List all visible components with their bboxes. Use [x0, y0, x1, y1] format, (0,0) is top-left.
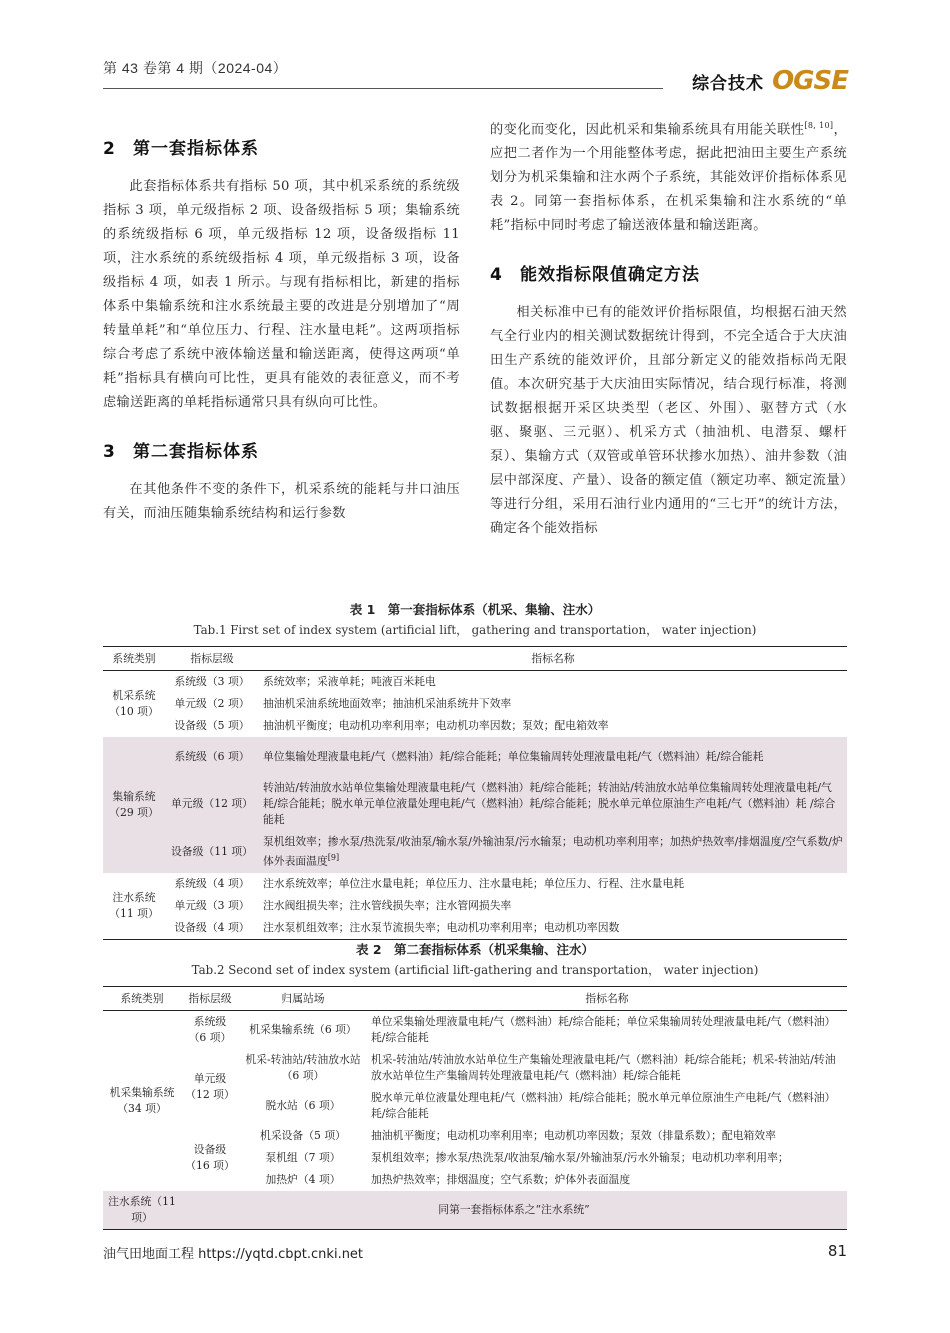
table-1-caption	[103, 600, 847, 638]
indicator-cell: 机采-转油站/转油放水站单位生产集输处理液量电耗/气（燃料油）耗/综合能耗；机采-转油站/转油放水站单位生产集输周转处理液量电耗/气（燃料油）耗/综合能耗	[371, 1053, 836, 1082]
table-row	[103, 831, 847, 873]
indicator-cell	[259, 831, 847, 873]
table-row	[103, 895, 847, 917]
indicator-cell: 注水系统效率；单位注水量电耗；单位压力、注水量电耗；单位压力、行程、注水量电耗	[263, 876, 685, 890]
level-cell: 单元级（12 项）	[165, 777, 259, 831]
section-2-number: 2	[103, 139, 116, 159]
level-cell: 系统级（3 项）	[174, 675, 250, 688]
table-row	[103, 1011, 847, 1050]
section-2-heading	[103, 134, 460, 159]
station-cell: 机采设备（5 项）	[260, 1129, 346, 1142]
table-2-caption-en: Tab.2 Second set of index system (artificial lift-gathering and transportation， water injection)	[191, 963, 759, 977]
station-cell: 脱水站（6 项）	[265, 1099, 341, 1112]
table-2-header-station: 归属站场	[239, 987, 367, 1011]
table-1-header-level: 指标层级	[165, 647, 259, 671]
indicator-cell: 系统效率；采液单耗；吨液百米耗电	[263, 675, 436, 688]
table-row	[103, 917, 847, 940]
level-cell: 单元级（2 项）	[174, 697, 250, 710]
table-row	[103, 1125, 847, 1147]
level-cell: 系统级（6 项）	[188, 1015, 232, 1044]
level-cell: 系统级（4 项）	[174, 876, 250, 890]
level-cell: 设备级（4 项）	[165, 917, 259, 940]
section-label: 综合技术	[692, 73, 765, 94]
table-1	[103, 646, 847, 940]
table-1-header-row	[103, 647, 847, 671]
system-category-cell: 机采集输系统（34 项）	[109, 1086, 175, 1115]
indicator-cell: 抽油机采油系统地面效率；抽油机采油系统井下效率	[263, 697, 512, 710]
citation-9: [9]	[327, 853, 340, 862]
level-cell: 单元级（12 项）	[185, 1072, 235, 1101]
table-2-header-indicator: 指标名称	[367, 987, 847, 1011]
table-row	[103, 1191, 847, 1230]
footer-journal: 油气田地面工程 https://yqtd.cbpt.cnki.net	[103, 1247, 364, 1262]
level-cell: 系统级（6 项）	[165, 737, 259, 777]
section-3-paragraph: 在其他条件不变的条件下，机采系统的能耗与井口油压有关，而油压随集输系统结构和运行参数	[103, 482, 460, 521]
system-category-cell: 注水系统（11 项）	[103, 873, 165, 940]
table-1-caption-en: Tab.1 First set of index system (artificial lift， gathering and transportation， water injection)	[193, 623, 757, 637]
table-row	[103, 777, 847, 831]
indicator-cell: 单位集输处理液量电耗/气（燃料油）耗/综合能耗；单位集输周转处理液量电耗/气（燃料油）耗/综合能耗	[259, 737, 847, 777]
indicator-text: 泵机组效率；掺水泵/热洗泵/收油泵/输水泵/外输油泵/污水输泵；电动机功率利用率；加热炉热效率/排烟温度/空气系数/炉体外表面温度	[263, 835, 843, 868]
table-row	[103, 715, 847, 737]
indicator-cell: 泵机组效率；掺水泵/热洗泵/收油泵/输水泵/外输油泵/污水外输泵；电动机功率利用率；	[371, 1151, 789, 1164]
table-row	[103, 737, 847, 777]
station-cell: 机采集输系统（6 项）	[249, 1023, 357, 1036]
water-injection-note-cell: 同第一套指标体系之“注水系统”	[181, 1191, 847, 1230]
section-4-heading	[490, 260, 847, 285]
section-3-heading	[103, 437, 460, 462]
section-4-number: 4	[490, 265, 503, 286]
table-2-header-row	[103, 987, 847, 1011]
section-3-continued-paragraph	[490, 114, 847, 238]
table-2-caption	[103, 940, 847, 978]
journal-logo: OGSE	[772, 66, 848, 96]
system-category-cell: 注水系统（11 项）	[103, 1191, 181, 1230]
indicator-cell: 注水泵机组效率；注水泵节流损失率；电动机功率利用率；电动机功率因数	[259, 917, 847, 940]
indicator-cell: 抽油机平衡度；电动机功率利用率；电动机功率因数；泵效；配电箱效率	[263, 719, 609, 732]
section-2-title: 第一套指标体系	[133, 139, 259, 159]
section-3-number: 3	[103, 442, 116, 462]
table-1-header-system: 系统类别	[103, 647, 165, 671]
station-cell: 加热炉（4 项）	[265, 1173, 341, 1186]
section-3-title: 第二套指标体系	[133, 442, 259, 462]
system-category-cell: 机采系统（10 项）	[109, 689, 159, 718]
header-rule	[103, 88, 663, 89]
cont-text-a: 的变化而变化，因此机采和集输系统具有用能关联性	[490, 122, 805, 138]
system-category-cell: 集输系统（29 项）	[103, 737, 165, 873]
level-cell: 单元级（3 项）	[174, 898, 250, 912]
indicator-cell: 转油站/转油放水站单位集输处理液量电耗/气（燃料油）耗/综合能耗；转油站/转油放水站单位集输周转处理液量电耗/气耗/综合能耗；脱水单元单位液量处理电耗/气（燃料油）耗/综合能耗；脱水单元单位原油生产电耗/气（燃料油）耗 /综合能耗	[259, 777, 847, 831]
section-4-title: 能效指标限值确定方法	[520, 265, 700, 286]
level-cell: 设备级（11 项）	[165, 831, 259, 873]
table-row	[103, 1049, 847, 1087]
table-2	[103, 986, 847, 1230]
level-cell: 设备级（5 项）	[174, 719, 250, 732]
table-row	[103, 671, 847, 694]
header-brand	[692, 66, 848, 96]
cont-text-b: ，应把二者作为一个用能整体考虑，据此把油田主要生产系统划分为机采集输和注水两个子系统，其能效评价指标体系见表 2。同第一套指标体系，在机采集输和注水系统的“单耗”指标中同时考虑了输送液体量和输送距离。	[490, 122, 847, 234]
table-2-caption-zh: 表 2 第二套指标体系（机采集输、注水）	[355, 942, 595, 957]
level-cell: 设备级（16 项）	[185, 1143, 235, 1172]
table-2-header-system: 系统类别	[103, 987, 181, 1011]
indicator-cell: 加热炉热效率；排烟温度；空气系数；炉体外表面温度	[371, 1173, 631, 1186]
page-number: 81	[827, 1242, 847, 1260]
table-2-header-level: 指标层级	[181, 987, 239, 1011]
table-row	[103, 693, 847, 715]
right-column	[490, 114, 847, 541]
station-cell: 泵机组（7 项）	[265, 1151, 341, 1164]
table-1-header-indicator: 指标名称	[259, 647, 847, 671]
table-row	[103, 873, 847, 895]
indicator-cell: 注水阀组损失率；注水管线损失率；注水管网损失率	[263, 898, 512, 912]
indicator-cell: 脱水单元单位液量处理电耗/气（燃料油）耗/综合能耗；脱水单元单位原油生产电耗/气（燃料油）耗/综合能耗	[371, 1091, 836, 1120]
section-4-paragraph: 相关标准中已有的能效评价指标限值，均根据石油天然气全行业内的相关测试数据统计得到，不完全适合于大庆油田生产系统的能效评价，且部分新定义的能效指标尚无限值。本次研究基于大庆油田实际情况，结合现行标准，将测试数据根据开采区块类型（老区、外围）、驱替方式（水驱、聚驱、三元驱）、机采方式（抽油机、电潜泵、螺杆泵）、集输方式（双管或单管环状掺水加热）、油井参数（油层中部深度、产量）、设备的额定值（额定功率、额定流量）等进行分组，采用石油行业内通用的“三七开”的统计方法，确定各个能效指标	[490, 305, 847, 537]
station-cell: 机采-转油站/转油放水站（6 项）	[245, 1053, 361, 1082]
citation-8-10: [8, 10]	[804, 121, 834, 130]
left-column	[103, 116, 460, 526]
journal-issue: 第 43 卷第 4 期（2024-04）	[103, 60, 288, 76]
section-2-paragraph: 此套指标体系共有指标 50 项，其中机采系统的系统级指标 3 项，单元级指标 2 项、设备级指标 5 项；集输系统的系统级指标 6 项，单元级指标 12 项，设备级指标 11 项，注水系统的系统级指标 4 项，单元级指标 3 项，设备级指标 4 项，如表 1 所示。与现有指标相比，新建的指标体系中集输系统和注水系统最主要的改进是分别增加了“周转量单耗”和“单位压力、行程、注水量电耗”。这两项指标综合考虑了系统中液体输送量和输送距离，使得这两项“单耗”指标具有横向可比性，更具有能效的表征意义，而不考虑输送距离的单耗指标通常只具有纵向可比性。	[103, 179, 460, 410]
table-1-caption-zh: 表 1 第一套指标体系（机采、集输、注水）	[349, 602, 601, 617]
indicator-cell: 单位采集输处理液量电耗/气（燃料油）耗/综合能耗；单位采集输周转处理液量电耗/气（燃料油）耗/综合能耗	[371, 1015, 836, 1044]
indicator-cell: 抽油机平衡度；电动机功率利用率；电动机功率因数；泵效（排量系数）；配电箱效率	[371, 1129, 776, 1142]
